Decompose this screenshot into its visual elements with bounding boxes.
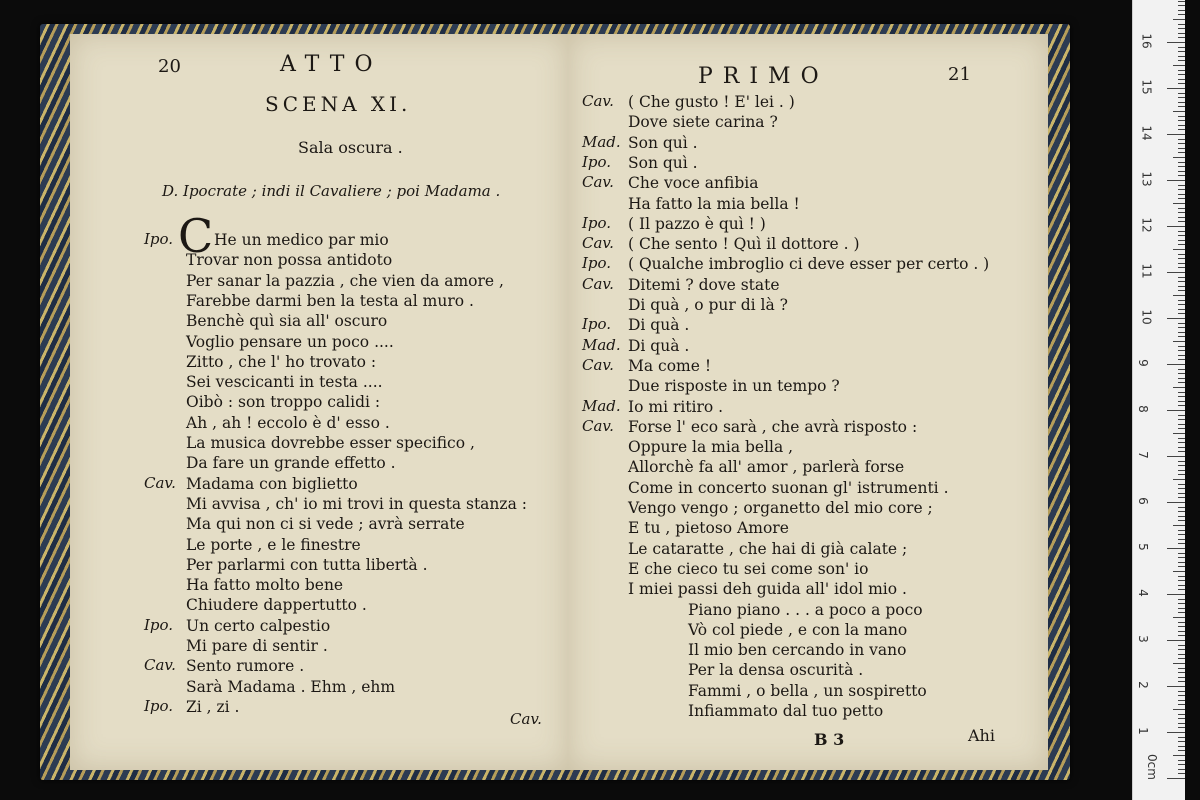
ruler-tick [1173, 433, 1185, 434]
ruler-tick [1173, 755, 1185, 756]
ruler-tick [1178, 718, 1185, 719]
ruler-tick [1178, 369, 1185, 370]
verse-line: Mi avvisa , ch' io mi trovi in questa stanza : [186, 494, 527, 513]
verse-line: Mi pare di sentir . [186, 637, 328, 655]
ruler-tick [1178, 28, 1185, 29]
ruler-tick [1178, 300, 1185, 301]
ruler-tick [1178, 267, 1185, 268]
ruler-tick [1178, 585, 1185, 586]
ruler-tick [1178, 723, 1185, 724]
ruler-tick [1178, 750, 1185, 751]
speaker-label: Ipo. [582, 254, 612, 273]
verse-line: ( Qualche imbroglio ci deve esser per certo . ) [628, 255, 990, 274]
drop-capital: C [178, 209, 214, 263]
ruler-tick [1178, 373, 1185, 374]
ruler-tick [1178, 143, 1185, 144]
ruler-tick [1178, 645, 1185, 646]
left-catchword: Cav. [510, 710, 542, 728]
verse-line: Per sanar la pazzia , che vien da amore , [186, 271, 504, 290]
ruler-tick [1167, 640, 1185, 641]
right-page-number: 21 [948, 64, 971, 85]
ruler-tick [1178, 175, 1185, 176]
ruler-tick [1178, 185, 1185, 186]
ruler-tick [1167, 456, 1185, 457]
measuring-ruler [1132, 0, 1185, 800]
ruler-tick [1178, 714, 1185, 715]
verse-line: Oibò : son troppo calidi : [186, 393, 381, 412]
ruler-tick [1167, 502, 1185, 503]
ruler-number: 11 [1139, 263, 1154, 279]
ruler-tick [1178, 741, 1185, 742]
ruler-tick [1178, 608, 1185, 609]
ruler-tick [1178, 543, 1185, 544]
verse-line: Son quì . [628, 133, 698, 152]
ruler-tick [1173, 65, 1185, 66]
ruler-tick [1178, 599, 1185, 600]
ruler-tick [1178, 70, 1185, 71]
verse-line: E tu , pietoso Amore [628, 519, 789, 538]
ruler-tick [1178, 764, 1185, 765]
ruler-tick [1173, 111, 1185, 112]
verse-line: Per parlarmi con tutta libertà . [186, 555, 428, 574]
ruler-number: 9 [1135, 359, 1150, 367]
ruler-tick [1178, 290, 1185, 291]
ruler-tick [1178, 1, 1185, 2]
verse-line: Zi , zi . [186, 697, 240, 716]
ruler-tick [1178, 378, 1185, 379]
ruler-tick [1167, 318, 1185, 319]
ruler-tick [1178, 258, 1185, 259]
ruler-tick [1178, 198, 1185, 199]
ruler-tick [1178, 382, 1185, 383]
ruler-tick [1178, 401, 1185, 402]
ruler-tick [1178, 359, 1185, 360]
verse-line: Voglio pensare un poco .... [186, 332, 394, 351]
speaker-label: Ipo. [144, 615, 174, 634]
ruler-tick [1178, 635, 1185, 636]
ruler-tick [1167, 134, 1185, 135]
ruler-tick [1167, 778, 1185, 779]
ruler-tick [1178, 658, 1185, 659]
ruler-tick [1178, 677, 1185, 678]
ruler-tick [1178, 626, 1185, 627]
ruler-tick [1178, 323, 1185, 324]
book-binding [40, 24, 1070, 780]
ruler-tick [1178, 139, 1185, 140]
verse-line: Che voce anfibia [628, 174, 759, 193]
speaker-label: Cav. [582, 355, 614, 374]
verse-line: Ah , ah ! eccolo è d' esso . [186, 413, 390, 432]
ruler-tick [1178, 152, 1185, 153]
ruler-tick [1178, 221, 1185, 222]
verse-line: Ma qui non ci si vede ; avrà serrate [186, 515, 465, 534]
ruler-tick [1178, 576, 1185, 577]
ruler-number: 5 [1135, 543, 1150, 551]
ruler-tick [1178, 74, 1185, 75]
verse-line: Due risposte in un tempo ? [628, 377, 840, 396]
ruler-tick [1178, 737, 1185, 738]
ruler-tick [1167, 226, 1185, 227]
speaker-label: Cav. [144, 473, 176, 492]
scene-title: SCENA XI. [265, 92, 412, 116]
speaker-label: Ipo. [582, 213, 612, 232]
verse-line: Allorchè fa all' amor , parlerà forse [628, 458, 905, 477]
ruler-tick [1178, 171, 1185, 172]
ruler-tick [1178, 704, 1185, 705]
ruler-tick [1178, 254, 1185, 255]
ruler-tick [1178, 727, 1185, 728]
ruler-tick [1178, 415, 1185, 416]
speaker-label: Ipo. [144, 230, 174, 248]
ruler-tick [1178, 235, 1185, 236]
ruler-tick [1178, 208, 1185, 209]
ruler-tick [1178, 217, 1185, 218]
speaker-label: Cav. [582, 416, 614, 435]
ruler-tick [1173, 341, 1185, 342]
ruler-tick [1178, 24, 1185, 25]
ruler-number: 1 [1135, 727, 1150, 735]
verse-line: Sarà Madama . Ehm , ehm [186, 677, 396, 696]
speaker-label: Mad. [582, 335, 621, 354]
verse-line: La musica dovrebbe esser specifico , [186, 434, 475, 452]
ruler-number: 2 [1135, 681, 1150, 689]
verse-line: Benchè quì sia all' oscuro [186, 312, 388, 331]
ruler-tick [1178, 516, 1185, 517]
ruler-tick [1178, 681, 1185, 682]
verse-line: Come in concerto suonan gl' istrumenti . [628, 478, 949, 497]
ruler-tick [1167, 410, 1185, 411]
ruler-tick [1173, 617, 1185, 618]
verse-line: Infiammato dal tuo petto [688, 702, 884, 720]
ruler-tick [1167, 364, 1185, 365]
ruler-tick [1178, 539, 1185, 540]
verse-line: ( Che sento ! Quì il dottore . ) [628, 235, 860, 254]
ruler-tick [1178, 355, 1185, 356]
ruler-tick [1178, 474, 1185, 475]
ruler-tick [1178, 102, 1185, 103]
verse-line: Per la densa oscurità . [688, 661, 864, 680]
ruler-tick [1178, 51, 1185, 52]
verse-line: Ha fatto molto bene [186, 576, 344, 595]
ruler-tick [1178, 327, 1185, 328]
ruler-tick [1178, 148, 1185, 149]
speaker-label: Cav. [582, 274, 614, 293]
ruler-tick [1173, 295, 1185, 296]
verse-line: Oppure la mia bella , [628, 438, 794, 457]
ruler-tick [1178, 603, 1185, 604]
ruler-tick [1178, 189, 1185, 190]
right-catchword: Ahi [968, 726, 995, 745]
ruler-tick [1178, 332, 1185, 333]
verse-line: Fammi , o bella , un sospiretto [688, 681, 927, 700]
left-page [70, 34, 570, 770]
ruler-tick [1178, 654, 1185, 655]
ruler-tick [1173, 663, 1185, 664]
ruler-tick [1178, 612, 1185, 613]
verse-line: Il mio ben cercando in vano [688, 641, 907, 660]
ruler-tick [1178, 392, 1185, 393]
verse-line: Vò col piede , e con la mano [688, 620, 908, 639]
ruler-tick [1178, 447, 1185, 448]
ruler-tick [1178, 304, 1185, 305]
ruler-tick [1178, 419, 1185, 420]
speaker-label: Ipo. [144, 696, 174, 715]
verse-line: Sento rumore . [186, 657, 305, 676]
ruler-tick [1178, 534, 1185, 535]
ruler-number: 13 [1139, 171, 1154, 187]
right-page [568, 34, 1048, 770]
ruler-tick [1178, 488, 1185, 489]
ruler-tick [1178, 350, 1185, 351]
ruler-tick [1178, 120, 1185, 121]
verse-line: Sei vescicanti in testa .... [186, 373, 383, 392]
ruler-tick [1178, 129, 1185, 130]
ruler-number: 4 [1135, 589, 1150, 597]
ruler-number: 10 [1139, 309, 1154, 325]
ruler-tick [1178, 557, 1185, 558]
ruler-number: 12 [1139, 217, 1154, 233]
ruler-tick [1178, 649, 1185, 650]
ruler-number: 3 [1135, 635, 1150, 643]
ruler-tick [1173, 709, 1185, 710]
ruler-tick [1167, 272, 1185, 273]
ruler-tick [1178, 493, 1185, 494]
ruler-tick [1178, 60, 1185, 61]
ruler-tick [1178, 428, 1185, 429]
ruler-tick [1178, 622, 1185, 623]
ruler-tick [1178, 281, 1185, 282]
speaker-label: Cav. [582, 234, 614, 253]
ruler-tick [1178, 263, 1185, 264]
verse-line: Madama con biglietto [186, 474, 358, 493]
ruler-number: 8 [1135, 405, 1150, 413]
ruler-tick [1178, 313, 1185, 314]
left-running-header: ATTO [280, 52, 383, 77]
ruler-tick [1178, 93, 1185, 94]
ruler-tick [1178, 244, 1185, 245]
ruler-tick [1178, 773, 1185, 774]
ruler-tick [1178, 37, 1185, 38]
ruler-tick [1178, 461, 1185, 462]
ruler-tick [1167, 594, 1185, 595]
ruler-number: 7 [1135, 451, 1150, 459]
ruler-tick [1178, 286, 1185, 287]
ruler-tick [1178, 162, 1185, 163]
verse-line: Io mi ritiro . [628, 397, 724, 416]
ruler-tick [1167, 88, 1185, 89]
ruler-tick [1178, 14, 1185, 15]
ruler-tick [1178, 562, 1185, 563]
ruler-tick [1178, 511, 1185, 512]
ruler-tick [1178, 442, 1185, 443]
ruler-tick [1173, 479, 1185, 480]
ruler-tick [1178, 194, 1185, 195]
ruler-tick [1178, 10, 1185, 11]
verse-line: Chiudere dappertutto . [186, 596, 367, 615]
right-running-header: PRIMO [698, 64, 829, 89]
scene-setting: Sala oscura . [298, 138, 403, 157]
verse-line: He un medico par mio [214, 231, 389, 249]
speaker-label: Ipo. [582, 315, 612, 334]
ruler-tick [1178, 507, 1185, 508]
verse-line: Dove siete carina ? [628, 113, 778, 132]
ruler-tick [1167, 686, 1185, 687]
verse-line: Le porte , e le finestre [186, 535, 361, 554]
ruler-tick [1178, 336, 1185, 337]
ruler-tick [1178, 484, 1185, 485]
verse-line: I miei passi deh guida all' idol mio . [628, 580, 907, 599]
ruler-tick [1178, 5, 1185, 6]
ruler-tick [1178, 97, 1185, 98]
ruler-tick [1173, 203, 1185, 204]
verse-line: Zitto , che l' ho trovato : [186, 352, 377, 371]
ruler-tick [1178, 691, 1185, 692]
speaker-label: Cav. [144, 656, 176, 675]
ruler-tick [1173, 525, 1185, 526]
ruler-tick [1178, 566, 1185, 567]
ruler-tick [1178, 106, 1185, 107]
ruler-tick [1178, 424, 1185, 425]
verse-line: Piano piano . . . a poco a poco [688, 600, 923, 619]
verse-line: Da fare un grande effetto . [186, 454, 396, 473]
ruler-tick [1178, 700, 1185, 701]
ruler-number: 14 [1139, 125, 1154, 141]
ruler-number: 16 [1139, 33, 1154, 49]
ruler-tick [1178, 56, 1185, 57]
verse-line: Farebbe darmi ben la testa al muro . [186, 291, 474, 310]
ruler-tick [1167, 180, 1185, 181]
ruler-tick [1178, 465, 1185, 466]
ruler-tick [1178, 83, 1185, 84]
verse-line: Di quà . [628, 316, 690, 335]
ruler-tick [1178, 47, 1185, 48]
ruler-tick [1178, 396, 1185, 397]
verse-line: ( Che gusto ! E' lei . ) [628, 93, 795, 111]
ruler-tick [1178, 405, 1185, 406]
verse-line: Ha fatto la mia bella ! [628, 194, 800, 213]
verse-line: Ditemi ? dove state [628, 275, 780, 294]
ruler-tick [1178, 240, 1185, 241]
speaker-label: Ipo. [582, 152, 612, 171]
verse-line: Trovar non possa antidoto [186, 251, 393, 270]
ruler-tick [1178, 530, 1185, 531]
ruler-tick [1167, 548, 1185, 549]
verse-line: Un certo calpestio [186, 616, 331, 635]
ruler-tick [1178, 497, 1185, 498]
ruler-tick [1178, 668, 1185, 669]
verse-line: E che cieco tu sei come son' io [628, 559, 869, 578]
verse-line: Son quì . [628, 153, 698, 172]
verse-line: Le cataratte , che hai di già calate ; [628, 539, 908, 558]
ruler-tick [1173, 571, 1185, 572]
speaker-label: Cav. [582, 92, 614, 110]
ruler-tick [1178, 79, 1185, 80]
ruler-tick [1173, 19, 1185, 20]
ruler-tick [1178, 580, 1185, 581]
ruler-tick [1178, 470, 1185, 471]
speaker-label: Mad. [582, 396, 621, 415]
ruler-number: 6 [1135, 497, 1150, 505]
ruler-tick [1178, 672, 1185, 673]
verse-line: Ma come ! [628, 356, 712, 375]
verse-line: Forse l' eco sarà , che avrà risposto : [628, 417, 918, 436]
verse-line: Di quà . [628, 336, 690, 355]
ruler-tick [1178, 746, 1185, 747]
speaker-label: Cav. [582, 173, 614, 192]
left-page-number: 20 [158, 56, 181, 77]
ruler-tick [1178, 760, 1185, 761]
ruler-tick [1167, 732, 1185, 733]
ruler-tick [1173, 249, 1185, 250]
ruler-tick [1178, 231, 1185, 232]
verse-line: Di quà , o pur di là ? [628, 296, 788, 314]
ruler-tick [1178, 769, 1185, 770]
ruler-tick [1178, 631, 1185, 632]
ruler-tick [1178, 277, 1185, 278]
ruler-tick [1178, 695, 1185, 696]
speaker-label: Mad. [582, 132, 621, 151]
ruler-tick [1178, 33, 1185, 34]
ruler-tick [1178, 212, 1185, 213]
ruler-tick [1178, 116, 1185, 117]
ruler-tick [1173, 387, 1185, 388]
signature-mark: B 3 [814, 730, 845, 749]
ruler-tick [1178, 125, 1185, 126]
ruler-tick [1178, 309, 1185, 310]
ruler-tick [1178, 346, 1185, 347]
ruler-tick [1178, 520, 1185, 521]
ruler-tick [1167, 42, 1185, 43]
ruler-number: 15 [1139, 79, 1154, 95]
ruler-unit-label: 0cm [1144, 754, 1159, 780]
verse-line: ( Il pazzo è quì ! ) [628, 214, 766, 233]
ruler-tick [1178, 166, 1185, 167]
verse-line: Vengo vengo ; organetto del mio core ; [628, 499, 933, 517]
ruler-tick [1178, 589, 1185, 590]
ruler-tick [1173, 157, 1185, 158]
ruler-tick [1178, 438, 1185, 439]
ruler-tick [1178, 553, 1185, 554]
scene-characters: D. Ipocrate ; indi il Cavaliere ; poi Madama . [162, 182, 501, 200]
ruler-tick [1178, 451, 1185, 452]
